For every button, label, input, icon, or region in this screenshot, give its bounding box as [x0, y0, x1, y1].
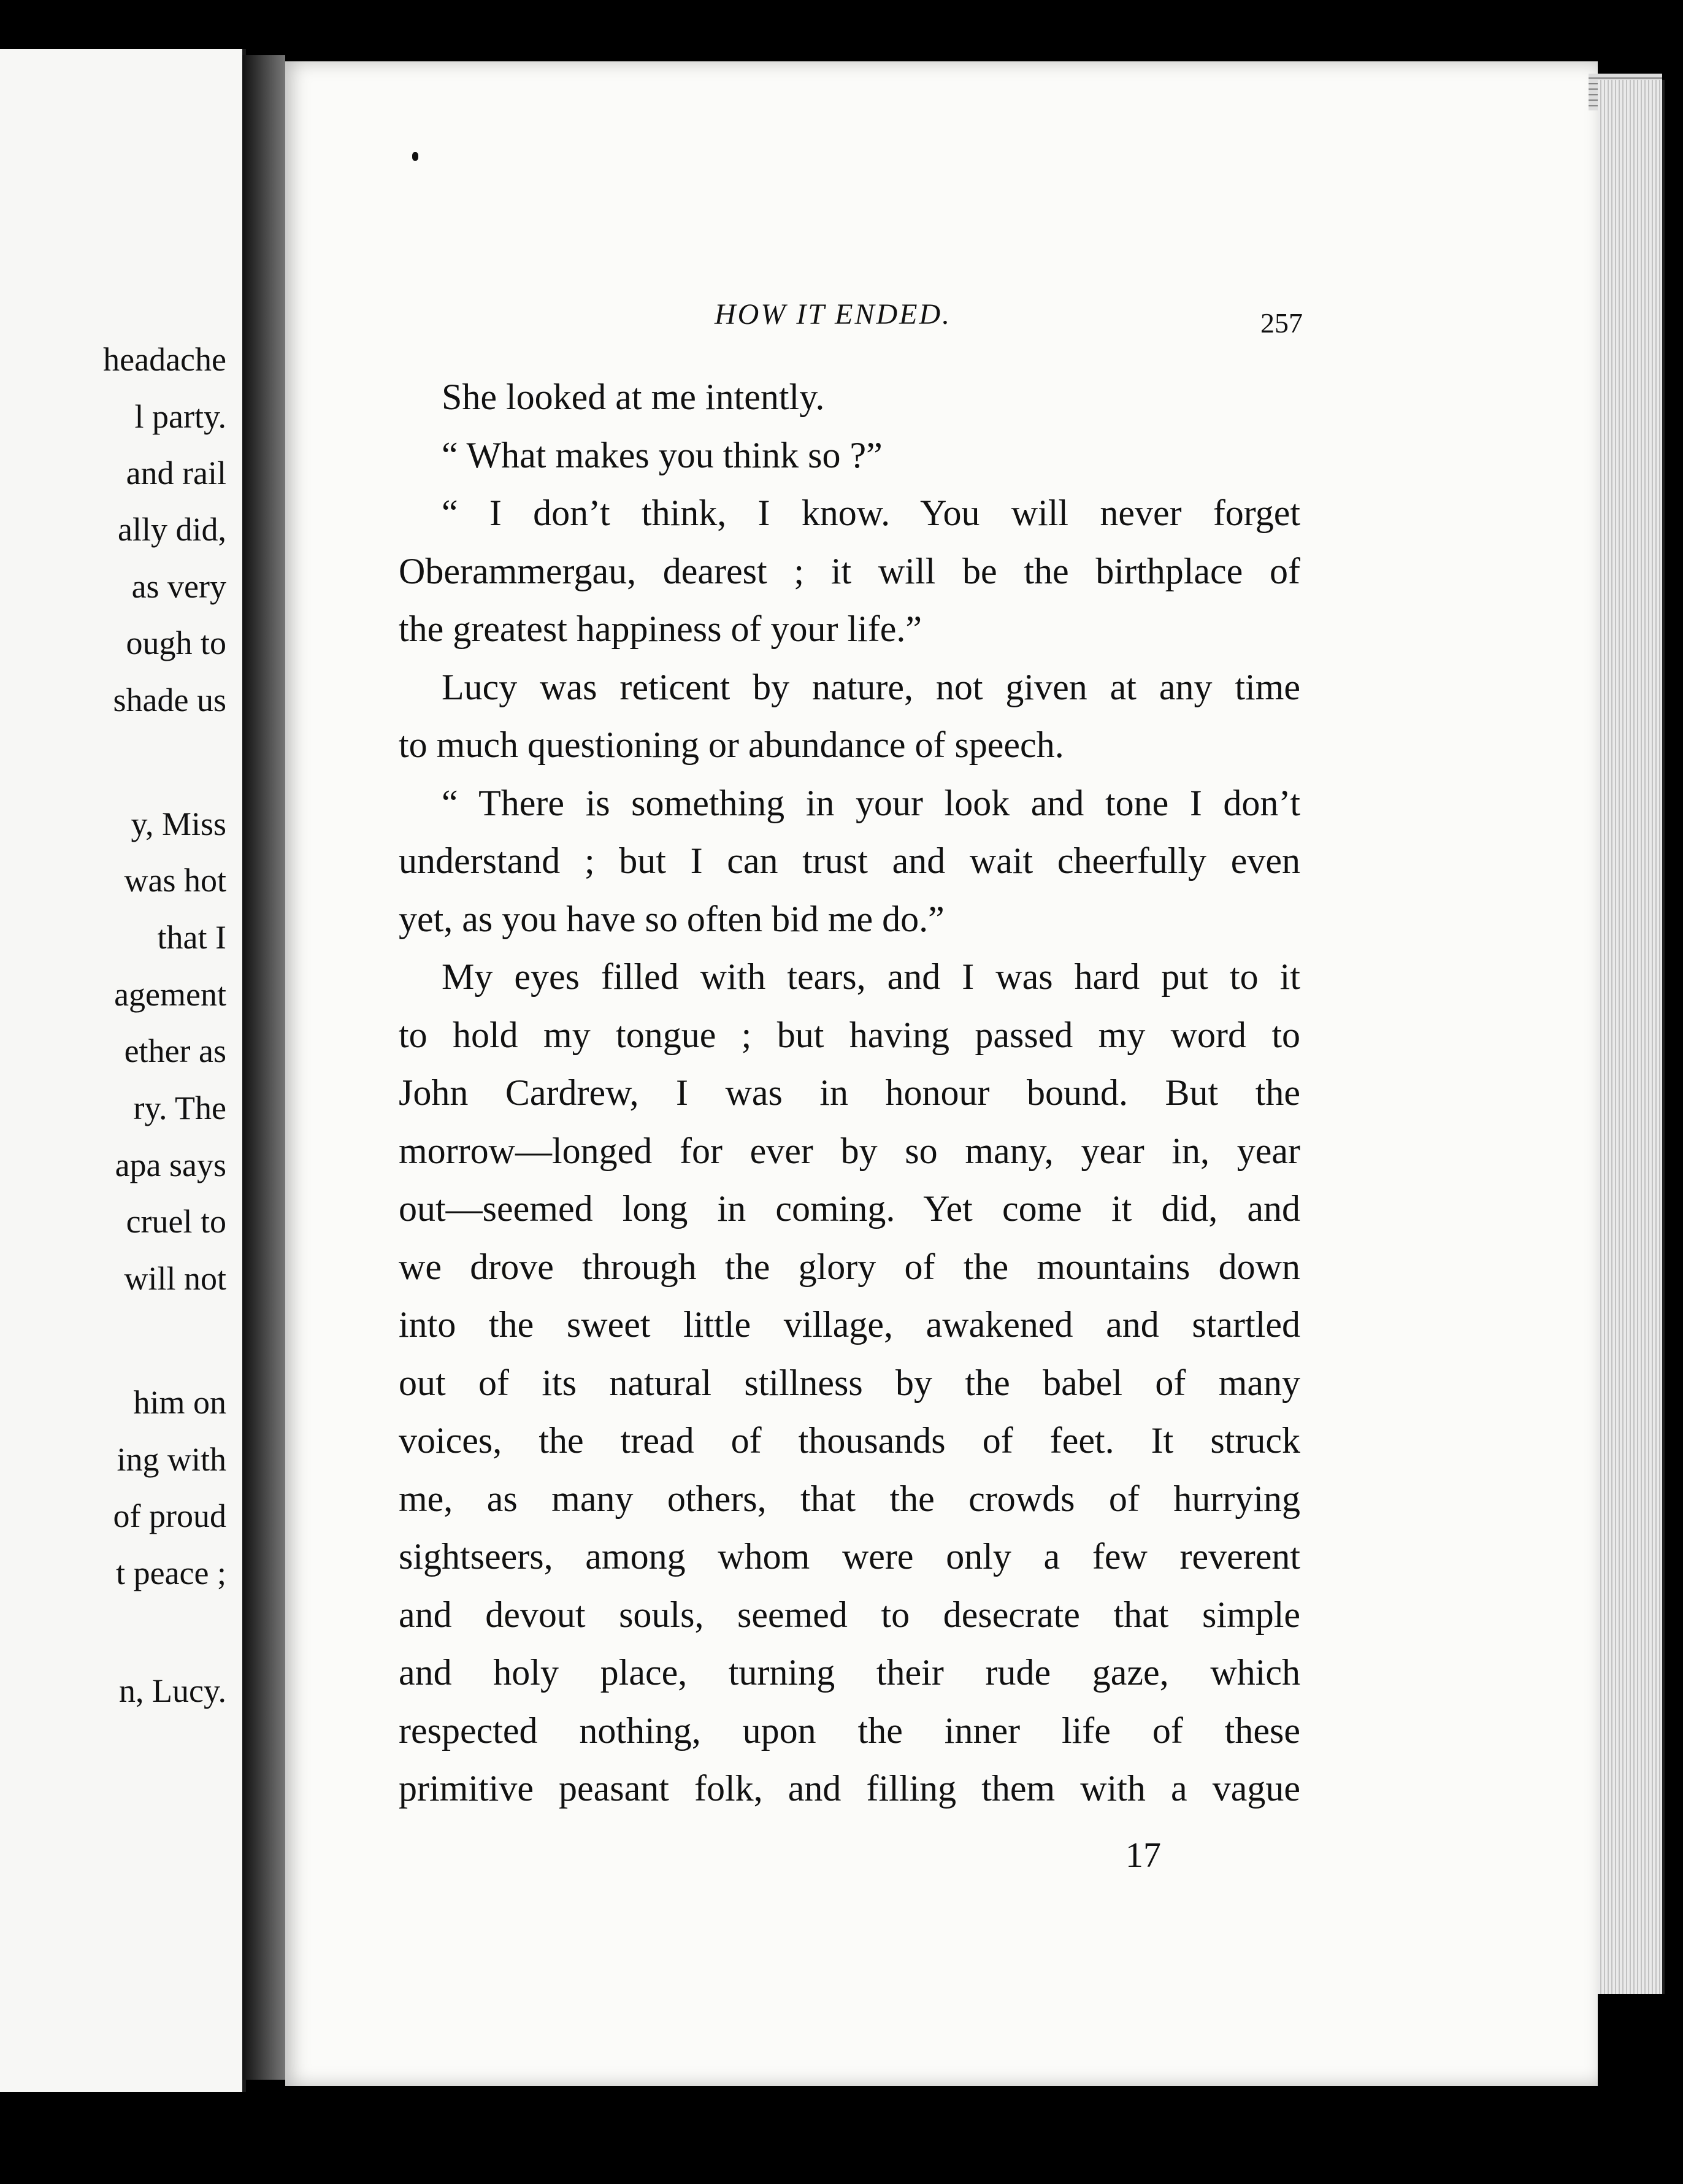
left-page-line: of proud — [113, 1498, 226, 1534]
page-edges — [1598, 80, 1665, 1994]
body-text-line: understand ; but I can trust and wait cheerfully even — [399, 840, 1300, 881]
body-text-line: “ What makes you think so ?” — [442, 434, 883, 475]
left-page-line: agement — [114, 976, 226, 1013]
left-page-line: ough to — [126, 625, 226, 661]
body-text — [399, 368, 1300, 1818]
body-text-line: me, as many others, that the crowds of hurrying — [399, 1478, 1300, 1519]
body-text-line: John Cardrew, I was in honour bound. But the — [399, 1072, 1300, 1113]
left-page — [0, 49, 246, 2092]
left-page-line: n, Lucy. — [119, 1672, 226, 1709]
left-page-line: ether as — [124, 1032, 226, 1069]
body-text-line: “ I don’t think, I know. You will never forget — [442, 493, 1300, 533]
body-text-line: yet, as you have so often bid me do.” — [399, 898, 945, 939]
left-page-line: ally did, — [118, 511, 226, 548]
body-text-line: to hold my tongue ; but having passed my word to — [399, 1014, 1300, 1055]
body-text-line: we drove through the glory of the mountains down — [399, 1246, 1300, 1287]
body-text-line: morrow—longed for ever by so many, year in, year — [399, 1130, 1300, 1171]
left-page-line: and rail — [126, 455, 226, 491]
left-page-line: cruel to — [126, 1203, 226, 1240]
signature-mark: 17 — [1125, 1835, 1161, 1875]
body-text-line: and holy place, turning their rude gaze, which — [399, 1652, 1300, 1693]
body-text-line: respected nothing, upon the inner life of these — [399, 1710, 1300, 1751]
body-text-line: “ There is something in your look and tone I don’t — [442, 782, 1300, 823]
left-page-line: ing with — [117, 1441, 226, 1478]
book-gutter — [242, 55, 285, 2080]
body-text-line: Oberammergau, dearest ; it will be the birthplace of — [399, 550, 1300, 591]
running-head: HOW IT ENDED. — [715, 298, 952, 331]
left-page-line: him on — [133, 1384, 226, 1421]
left-page-line: ry. The — [133, 1090, 226, 1126]
body-text-line: sightseers, among whom were only a few reverent — [399, 1536, 1300, 1577]
page-number: 257 — [1260, 307, 1303, 339]
body-text-line: voices, the tread of thousands of feet. It struck — [399, 1420, 1300, 1461]
left-page-line: was hot — [124, 862, 226, 899]
body-text-line: out—seemed long in coming. Yet come it did, and — [399, 1188, 1300, 1229]
body-text-line: She looked at me intently. — [442, 377, 825, 417]
body-text-line: the greatest happiness of your life.” — [399, 609, 922, 649]
left-page-line: as very — [131, 568, 226, 605]
left-page-line: will not — [124, 1260, 226, 1297]
body-text-line: into the sweet little village, awakened and startled — [399, 1304, 1300, 1345]
left-page-line: l party. — [134, 398, 226, 435]
body-text-line: out of its natural stillness by the babel of many — [399, 1362, 1300, 1403]
body-text-line: to much questioning or abundance of speech. — [399, 725, 1064, 765]
body-text-line: My eyes filled with tears, and I was hard put to it — [442, 956, 1300, 997]
left-page-line: shade us — [113, 682, 226, 718]
ink-speck — [412, 152, 418, 161]
left-page-line: headache — [103, 341, 226, 378]
body-text-line: primitive peasant folk, and filling them with a vague — [399, 1768, 1300, 1809]
left-page-line: t peace ; — [116, 1555, 226, 1591]
left-page-line: apa says — [115, 1147, 226, 1183]
body-text-line: and devout souls, seemed to desecrate that simple — [399, 1594, 1300, 1635]
left-page-line: y, Miss — [131, 806, 226, 842]
left-page-line: that I — [157, 919, 226, 956]
body-text-line: Lucy was reticent by nature, not given at any time — [442, 666, 1300, 707]
